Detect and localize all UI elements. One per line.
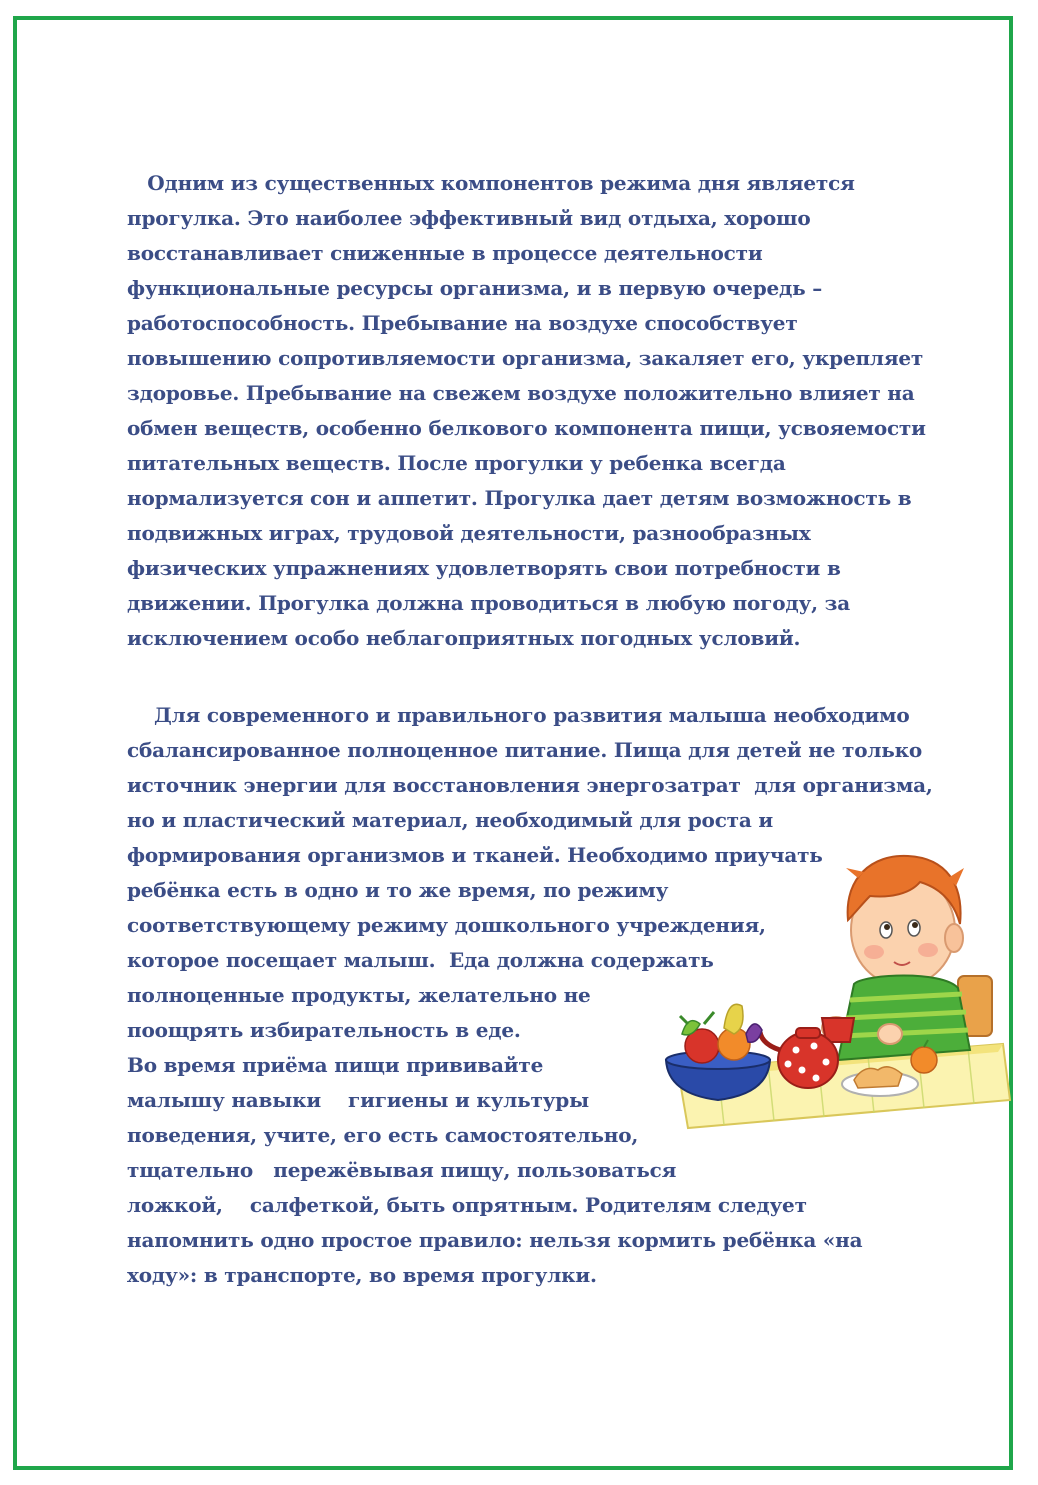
paragraph-1-line: здоровье. Пребывание на свежем воздухе положительно влияет на [127, 381, 915, 405]
paragraph-2-line: источник энергии для восстановления энергозатрат для организма, [127, 773, 933, 797]
paragraph-2-line: поведения, учите, его есть самостоятельно, [127, 1123, 639, 1147]
paragraph-1-line: функциональные ресурсы организма, и в первую очередь – [127, 276, 823, 300]
paragraph-1-line: работоспособность. Пребывание на воздухе способствует [127, 311, 798, 335]
paragraph-2-line: поощрять избирательность в еде. [127, 1018, 521, 1042]
paragraph-1-line: исключением особо неблагоприятных погодных условий. [127, 626, 801, 650]
paragraph-2-line: тщательно пережёвывая пищу, пользоваться [127, 1158, 677, 1182]
paragraph-2-line: ложкой, салфеткой, быть опрятным. Родителям следует [127, 1193, 807, 1217]
paragraph-2-line: Во время приёма пищи прививайте [127, 1053, 544, 1077]
paragraph-1-line: физических упражнениях удовлетворять свои потребности в [127, 556, 841, 580]
paragraph-1-line: восстанавливает сниженные в процессе деятельности [127, 241, 763, 265]
paragraph-2-line: но и пластический материал, необходимый для роста и [127, 808, 774, 832]
paragraph-1-line: нормализуется сон и аппетит. Прогулка дает детям возможность в [127, 486, 912, 510]
paragraph-1-line: прогулка. Это наиболее эффективный вид отдыха, хорошо [127, 206, 811, 230]
paragraph-1-line: обмен веществ, особенно белкового компонента пищи, усвояемости [127, 416, 926, 440]
paragraph-2-line: соответствующему режиму дошкольного учреждения, [127, 913, 766, 937]
paragraph-1-line: повышению сопротивляемости организма, закаляет его, укрепляет [127, 346, 924, 370]
paragraph-2-line: формирования организмов и тканей. Необходимо приучать [127, 843, 823, 867]
paragraph-1-line: подвижных играх, трудовой деятельности, разнообразных [127, 521, 811, 545]
paragraph-2-line: малышу навыки гигиены и культуры [127, 1088, 589, 1112]
paragraph-2-line: ребёнка есть в одно и то же время, по режиму [127, 878, 669, 902]
paragraph-2-line: Для современного и правильного развития малыша необходимо [127, 703, 910, 727]
paragraph-2-line: напомнить одно простое правило: нельзя кормить ребёнка «на [127, 1228, 863, 1252]
paragraph-1-line: Одним из существенных компонентов режима дня является [127, 171, 855, 195]
child-eating-illustration [658, 838, 1013, 1130]
paragraph-2-line: ходу»: в транспорте, во время прогулки. [127, 1263, 597, 1287]
paragraph-2-line: которое посещает малыш. Еда должна содержать [127, 948, 714, 972]
paragraph-1-line: движении. Прогулка должна проводиться в любую погоду, за [127, 591, 850, 615]
paragraph-2-line: сбалансированное полноценное питание. Пища для детей не только [127, 738, 923, 762]
paragraph-1-line: питательных веществ. После прогулки у ребенка всегда [127, 451, 786, 475]
paragraph-2-line: полноценные продукты, желательно не [127, 983, 591, 1007]
